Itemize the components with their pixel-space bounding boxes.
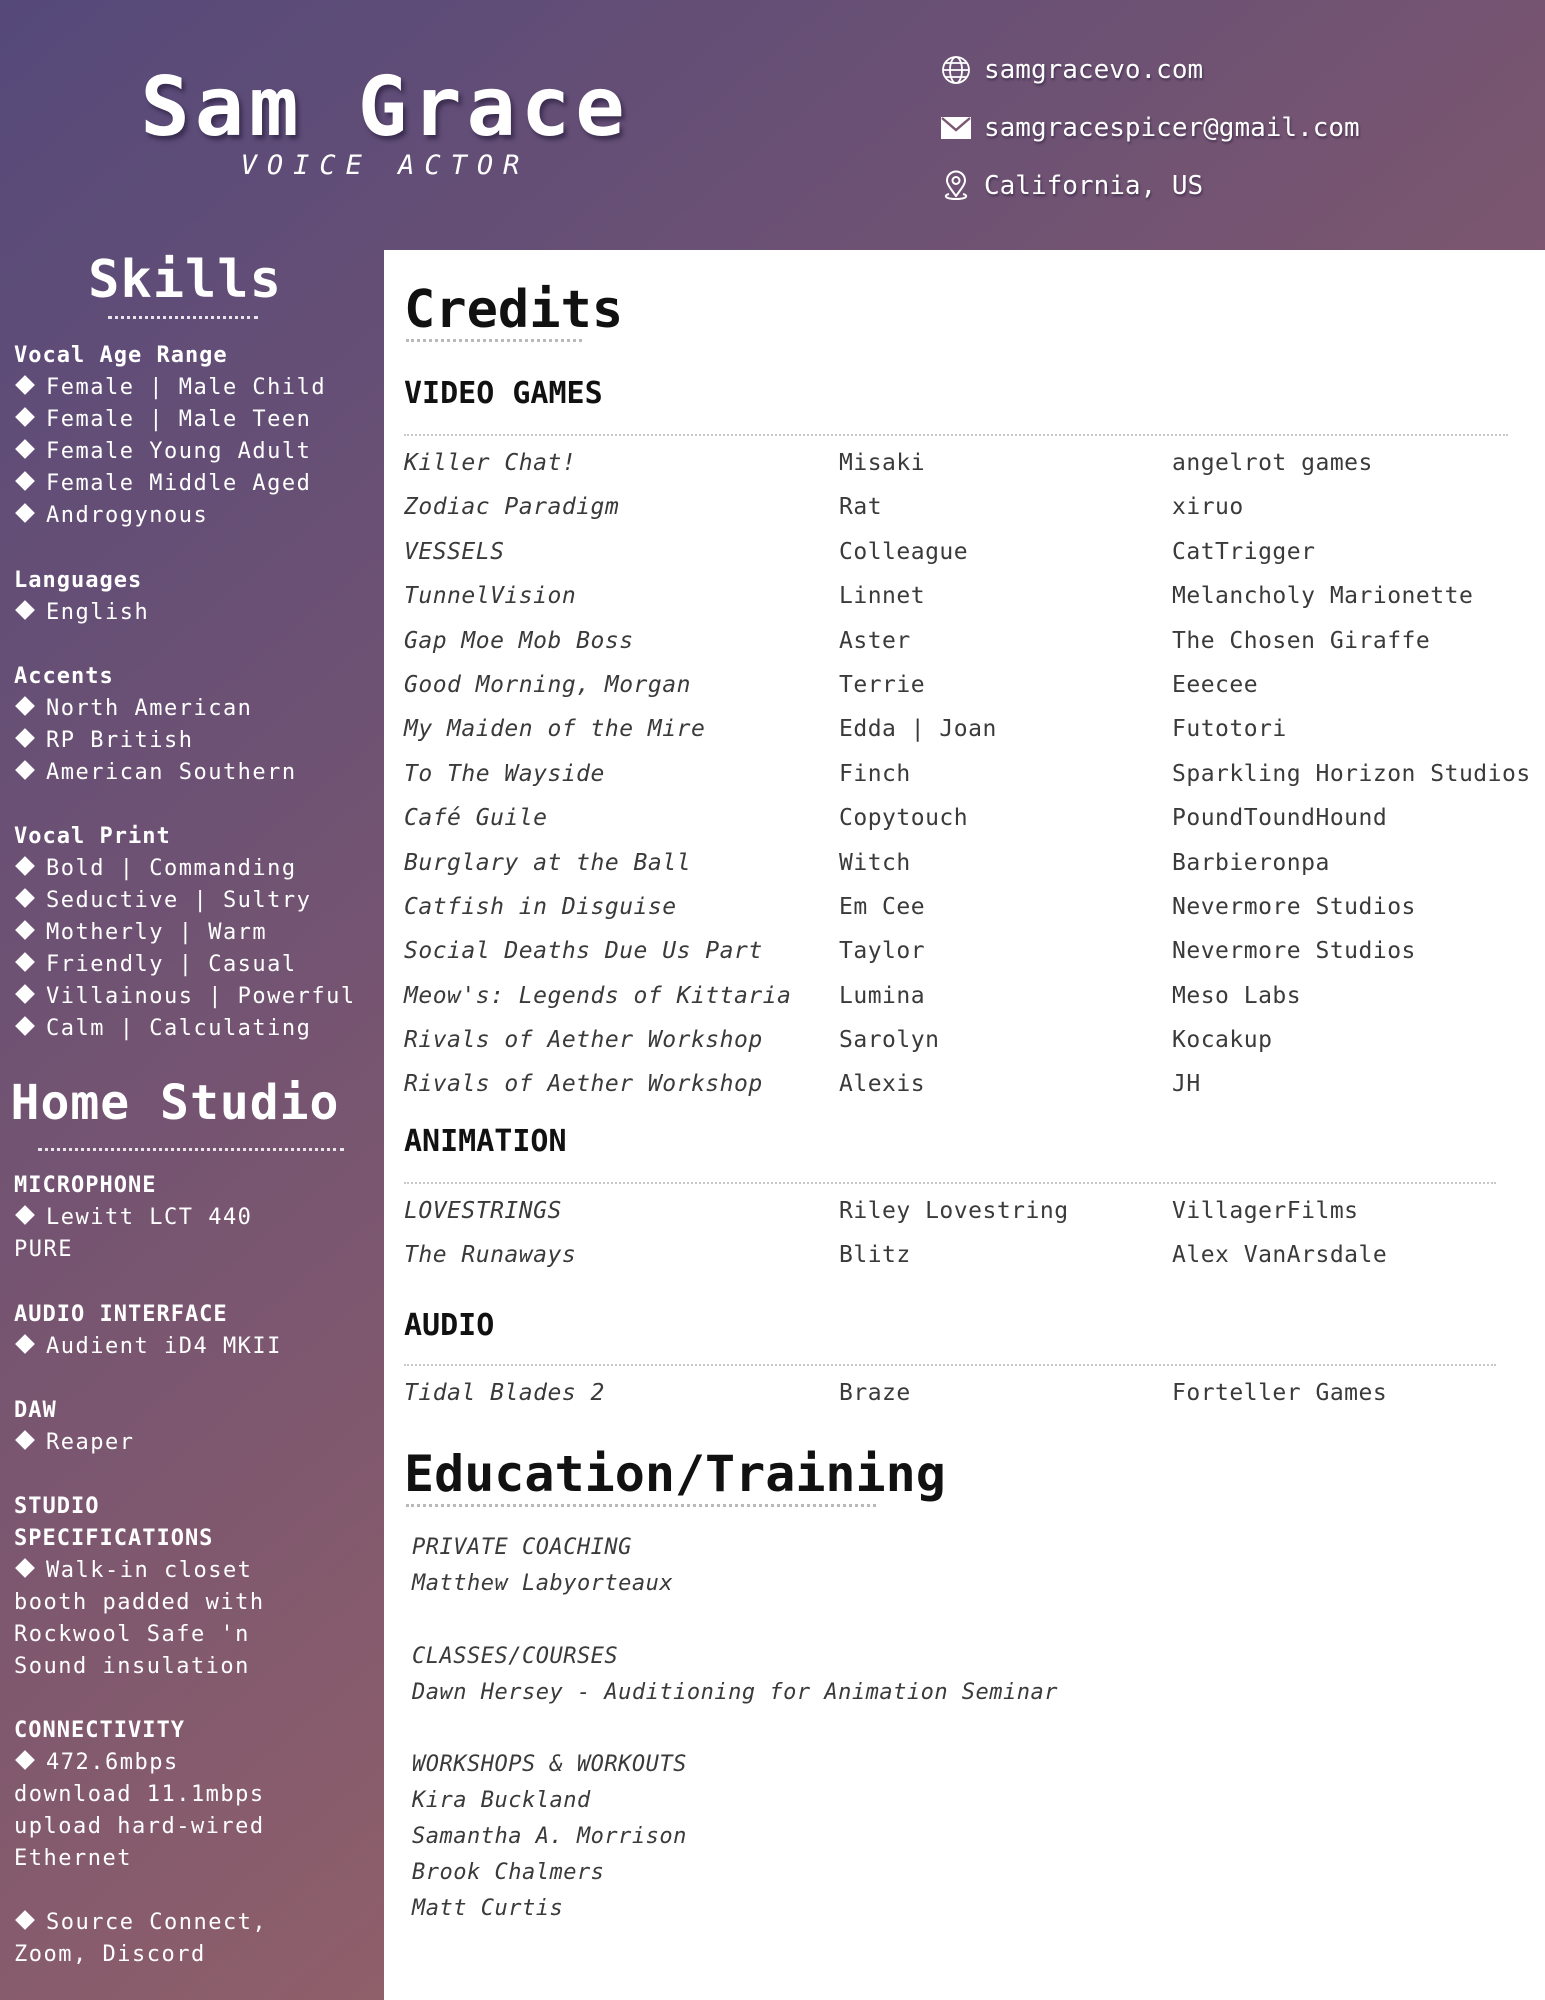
diamond-bullet-icon [15, 696, 35, 716]
diamond-bullet-icon [15, 439, 35, 459]
table-row [404, 1071, 1534, 1115]
diamond-bullet-icon [15, 1205, 35, 1225]
credit-title: VESSELS [404, 538, 505, 565]
credit-studio: The Chosen Giraffe [1172, 627, 1431, 654]
vocal-print-section [14, 821, 374, 1045]
credit-role: Riley Lovestring [839, 1198, 1069, 1224]
credit-studio: Barbieronpa [1172, 849, 1330, 876]
list-item: Bold | Commanding [14, 853, 374, 885]
credit-role: Linnet [839, 583, 926, 610]
credit-role: Terrie [839, 671, 926, 698]
list-item: Female | Male Teen [14, 404, 374, 436]
credit-studio: angelrot games [1172, 450, 1373, 476]
audio-heading: AUDIO [404, 1308, 495, 1343]
list-item: RP British [14, 725, 374, 757]
credit-studio: Alex VanArsdale [1172, 1242, 1388, 1269]
private-coaching-block [412, 1530, 1512, 1602]
table-row [404, 850, 1534, 894]
diamond-bullet-icon [15, 888, 35, 908]
credit-role: Finch [839, 760, 911, 787]
list-item: Motherly | Warm [14, 917, 374, 949]
skills-title: Skills [88, 250, 282, 310]
table-row [404, 450, 1534, 494]
envelope-icon [940, 112, 972, 144]
animation-table [404, 1198, 1534, 1287]
education-title: Education/Training [404, 1445, 946, 1503]
credits-title-underline [406, 339, 582, 342]
credit-role: Copytouch [839, 805, 969, 832]
list-item: Female | Male Child [14, 372, 374, 404]
audio-rule [404, 1364, 1496, 1366]
credit-studio: CatTrigger [1172, 538, 1316, 565]
table-row [404, 628, 1534, 672]
skills-title-underline [108, 316, 258, 319]
credit-title: Café Guile [404, 805, 548, 832]
video-games-table [404, 450, 1534, 1116]
studio-specs-section [14, 1491, 374, 1683]
list-item: Kira Buckland [412, 1788, 591, 1813]
table-row [404, 761, 1534, 805]
diamond-bullet-icon [15, 984, 35, 1004]
table-row [404, 494, 1534, 538]
credit-studio: Futotori [1172, 716, 1287, 743]
connectivity-section [14, 1715, 374, 1971]
credit-studio: Nevermore Studios [1172, 893, 1416, 920]
website-contact[interactable] [940, 54, 1203, 86]
credit-studio: PoundToundHound [1172, 805, 1388, 832]
credit-studio: Meso Labs [1172, 982, 1302, 1009]
actor-name: Sam Grace [140, 60, 630, 155]
list-item: Samantha A. Morrison [412, 1824, 687, 1849]
email-contact[interactable] [940, 112, 1360, 144]
list-item: Female Young Adult [14, 436, 374, 468]
credit-title: Meow's: Legends of Kittaria [404, 982, 792, 1009]
credit-title: Burglary at the Ball [404, 849, 691, 876]
website-link[interactable]: samgracevo.com [984, 55, 1204, 85]
studio-specs-heading: STUDIO SPECIFICATIONS [14, 1494, 214, 1551]
credit-title: Gap Moe Mob Boss [404, 627, 634, 654]
credit-title: LOVESTRINGS [404, 1198, 562, 1224]
credit-role: Rat [839, 494, 883, 521]
list-item: Seductive | Sultry [14, 885, 374, 917]
classes-block [412, 1639, 1512, 1711]
list-item: American Southern [14, 757, 374, 789]
vocal-age-section [14, 340, 374, 532]
diamond-bullet-icon [15, 600, 35, 620]
credit-role: Taylor [839, 938, 926, 965]
diamond-bullet-icon [15, 503, 35, 523]
credit-title: Killer Chat! [404, 450, 577, 476]
table-row [404, 1242, 1534, 1286]
list-item: English [14, 597, 374, 629]
credit-role: Lumina [839, 982, 926, 1009]
table-row [404, 672, 1534, 716]
workshops-heading: WORKSHOPS & WORKOUTS [412, 1752, 687, 1777]
home-studio-title-underline [38, 1148, 344, 1151]
diamond-bullet-icon [15, 375, 35, 395]
list-item: Matthew Labyorteaux [412, 1571, 674, 1596]
credit-title: Catfish in Disguise [404, 893, 677, 920]
diamond-bullet-icon [15, 920, 35, 940]
diamond-bullet-icon [15, 1750, 35, 1770]
credit-role: Aster [839, 627, 911, 654]
table-row [404, 805, 1534, 849]
daw-section [14, 1395, 374, 1459]
credit-studio: JH [1172, 1071, 1201, 1098]
diamond-bullet-icon [15, 471, 35, 491]
classes-heading: CLASSES/COURSES [412, 1644, 619, 1669]
education-title-underline [406, 1504, 876, 1507]
audio-table [404, 1380, 1534, 1424]
credit-title: To The Wayside [404, 760, 605, 787]
studio-specs-text: Walk-in closet booth padded with Rockwool Safe 'n Sound insulation [14, 1558, 265, 1679]
diamond-bullet-icon [15, 728, 35, 748]
credit-studio: Sparkling Horizon Studios [1172, 760, 1531, 787]
connectivity-heading: CONNECTIVITY [14, 1718, 185, 1743]
table-row [404, 539, 1534, 583]
list-item: Friendly | Casual [14, 949, 374, 981]
sidebar [0, 250, 384, 2000]
table-row [404, 1198, 1534, 1242]
credit-studio: Forteller Games [1172, 1380, 1388, 1406]
microphone-section [14, 1170, 374, 1266]
diamond-bullet-icon [15, 1016, 35, 1036]
credit-role: Sarolyn [839, 1027, 940, 1054]
table-row [404, 716, 1534, 760]
globe-icon [940, 54, 972, 86]
video-games-heading: VIDEO GAMES [404, 376, 603, 411]
credit-title: Zodiac Paradigm [404, 494, 620, 521]
credit-title: Rivals of Aether Workshop [404, 1071, 763, 1098]
credits-title: Credits [404, 280, 624, 340]
credit-title: My Maiden of the Mire [404, 716, 706, 743]
vocal-print-heading: Vocal Print [14, 824, 171, 849]
credit-role: Blitz [839, 1242, 911, 1269]
diamond-bullet-icon [15, 407, 35, 427]
actor-role: VOICE ACTOR [240, 150, 530, 181]
audio-interface-text: Audient iD4 MKII [14, 1331, 374, 1363]
credit-title: TunnelVision [404, 583, 577, 610]
languages-section [14, 565, 374, 629]
list-item: Brook Chalmers [412, 1860, 605, 1885]
animation-heading: ANIMATION [404, 1124, 567, 1159]
credit-studio: xiruo [1172, 494, 1244, 521]
table-row [404, 1380, 1534, 1424]
list-item: Matt Curtis [412, 1896, 564, 1921]
accents-section [14, 661, 374, 789]
microphone-heading: MICROPHONE [14, 1173, 157, 1198]
accents-heading: Accents [14, 664, 114, 689]
credit-title: The Runaways [404, 1242, 577, 1269]
diamond-bullet-icon [15, 1558, 35, 1578]
credit-role: Edda | Joan [839, 716, 997, 743]
credit-studio: Melancholy Marionette [1172, 583, 1474, 610]
video-games-rule [404, 434, 1508, 436]
credit-studio: Kocakup [1172, 1027, 1273, 1054]
credit-studio: VillagerFilms [1172, 1198, 1359, 1224]
languages-heading: Languages [14, 568, 143, 593]
audio-interface-section [14, 1299, 374, 1363]
diamond-bullet-icon [15, 856, 35, 876]
credit-title: Tidal Blades 2 [404, 1380, 605, 1406]
email-link[interactable]: samgracespicer@gmail.com [984, 113, 1360, 143]
credit-studio: Nevermore Studios [1172, 938, 1416, 965]
table-row [404, 583, 1534, 627]
table-row [404, 1027, 1534, 1071]
diamond-bullet-icon [15, 1334, 35, 1354]
daw-text: Reaper [14, 1427, 374, 1459]
location-text: California, US [984, 171, 1204, 201]
animation-rule [404, 1182, 1496, 1184]
table-row [404, 983, 1534, 1027]
workshops-block [412, 1747, 1512, 1927]
credit-title: Rivals of Aether Workshop [404, 1027, 763, 1054]
list-item: Androgynous [14, 500, 374, 532]
connectivity-software-text: Source Connect, Zoom, Discord [14, 1910, 268, 1967]
diamond-bullet-icon [15, 1430, 35, 1450]
main-content [384, 250, 1545, 2000]
private-coaching-heading: PRIVATE COACHING [412, 1535, 632, 1560]
home-studio-title: Home Studio [10, 1075, 340, 1131]
audio-interface-heading: AUDIO INTERFACE [14, 1302, 228, 1327]
diamond-bullet-icon [15, 760, 35, 780]
credit-role: Witch [839, 849, 911, 876]
vocal-age-heading: Vocal Age Range [14, 343, 228, 368]
credit-role: Em Cee [839, 893, 926, 920]
credit-title: Social Deaths Due Us Part [404, 938, 763, 965]
list-item: Calm | Calculating [14, 1013, 374, 1045]
credit-title: Good Morning, Morgan [404, 671, 691, 698]
diamond-bullet-icon [15, 1910, 35, 1930]
credit-role: Alexis [839, 1071, 926, 1098]
list-item: Dawn Hersey - Auditioning for Animation Seminar [412, 1680, 1059, 1705]
table-row [404, 938, 1534, 982]
credit-role: Braze [839, 1380, 911, 1406]
table-row [404, 894, 1534, 938]
microphone-text: Lewitt LCT 440 PURE [14, 1205, 253, 1262]
credit-studio: Eeecee [1172, 671, 1259, 698]
daw-heading: DAW [14, 1398, 57, 1423]
list-item: Villainous | Powerful [14, 981, 374, 1013]
credit-role: Colleague [839, 538, 969, 565]
map-pin-icon [940, 170, 972, 202]
list-item: Female Middle Aged [14, 468, 374, 500]
connectivity-text: 472.6mbps download 11.1mbps upload hard-wired Ethernet [14, 1750, 265, 1871]
list-item: North American [14, 693, 374, 725]
diamond-bullet-icon [15, 952, 35, 972]
location-contact [940, 170, 1203, 202]
credit-role: Misaki [839, 450, 926, 476]
header [0, 0, 1545, 250]
